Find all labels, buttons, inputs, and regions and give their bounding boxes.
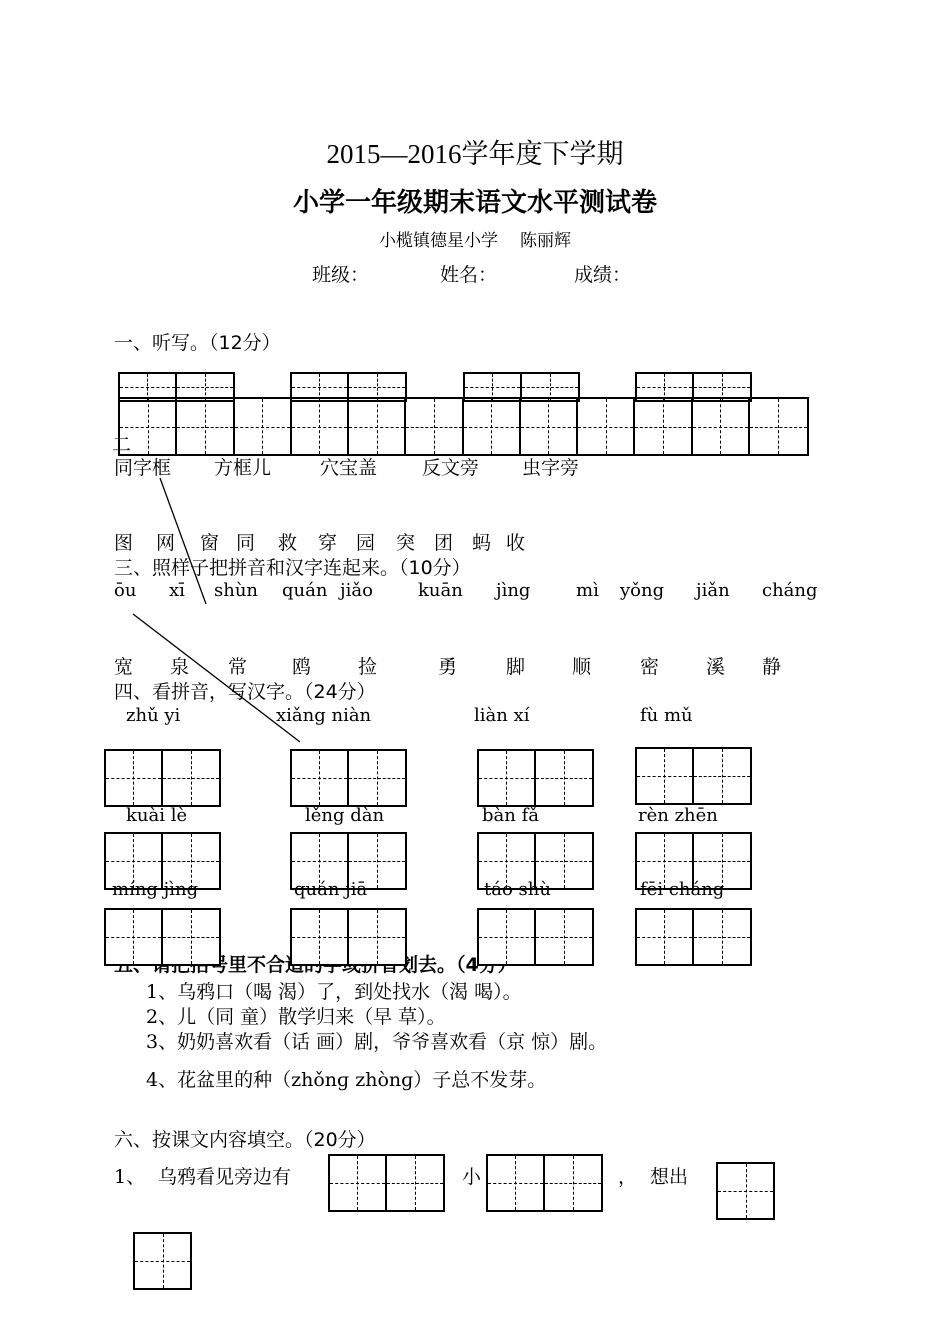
s4-pinyin-r3-2: quán jiā <box>294 879 368 900</box>
hanzi-2: 泉 <box>170 656 190 678</box>
section2-heading-partial: 二 <box>112 434 132 456</box>
pinyin-2: xī <box>169 580 185 601</box>
char-8: 突 <box>396 532 416 554</box>
char-6: 穿 <box>318 532 338 554</box>
s4-pinyin-r2-3: bàn fǎ <box>482 805 539 826</box>
s4-pinyin-r3-1: míng jìng <box>112 879 199 900</box>
s5-item-4: 4、花盆里的种（zhǒnɡ zhònɡ）子总不发芽。 <box>146 1069 547 1091</box>
char-5: 救 <box>278 532 298 554</box>
hanzi-8: 顺 <box>572 656 592 678</box>
hanzi-5: 捡 <box>358 656 378 678</box>
hanzi-7: 脚 <box>506 656 526 678</box>
char-9: 团 <box>434 532 454 554</box>
s6-q1-text-1: 乌鸦看见旁边有 <box>158 1166 292 1188</box>
s6-q1-text-2: 小 <box>462 1166 482 1188</box>
char-7: 园 <box>356 532 376 554</box>
hanzi-6: 勇 <box>438 656 458 678</box>
s4-pinyin-r1-2: xiǎng niàn <box>276 705 372 726</box>
char-2: 网 <box>156 532 176 554</box>
pinyin-9: yǒng <box>620 580 665 601</box>
section3-title: 三、照样子把拼音和汉字连起来。（10分） <box>114 557 471 579</box>
char-4: 同 <box>236 532 256 554</box>
s4-pinyin-r1-1: zhǔ yi <box>126 705 181 726</box>
section4-title: 四、看拼音，写汉字。（24分） <box>114 681 376 703</box>
char-1: 图 <box>114 532 134 554</box>
example-line-radical <box>160 478 206 604</box>
example-line-pinyin <box>133 614 300 742</box>
s4-pinyin-r2-4: rèn zhēn <box>638 805 718 826</box>
pinyin-6: kuān <box>418 580 463 601</box>
hanzi-1: 宽 <box>114 656 134 678</box>
radical-2: 方框儿 <box>214 457 272 479</box>
s4-pinyin-r2-1: kuài lè <box>126 805 188 826</box>
pinyin-11: cháng <box>762 580 818 601</box>
char-10: 蚂 <box>472 532 492 554</box>
pinyin-7: jìng <box>496 580 531 601</box>
char-3: 窗 <box>200 532 220 554</box>
hanzi-4: 鸥 <box>292 656 312 678</box>
pinyin-1: ōu <box>114 580 137 601</box>
char-11: 收 <box>506 532 526 554</box>
pinyin-8: mì <box>576 580 599 601</box>
s5-item-3: 3、奶奶喜欢看（话 画）剧，爷爷喜欢看（京 惊）剧。 <box>146 1031 608 1053</box>
radical-4: 反文旁 <box>422 457 480 479</box>
hanzi-11: 静 <box>762 656 782 678</box>
hanzi-10: 溪 <box>706 656 726 678</box>
pinyin-3: shùn <box>214 580 259 601</box>
name-label: 姓名： <box>440 264 498 286</box>
s6-q1-text-3: ， <box>618 1166 638 1188</box>
exam-title: 小学一年级期末语文水平测试卷 <box>292 188 657 218</box>
radical-3: 穴宝盖 <box>320 457 378 479</box>
class-label: 班级： <box>312 264 370 286</box>
school-name: 小榄镇德星小学 <box>379 231 498 251</box>
radical-1: 同字框 <box>114 457 172 479</box>
s4-pinyin-r2-2: lěng dàn <box>305 805 385 826</box>
s4-pinyin-r3-4: fēi cháng <box>640 879 725 900</box>
hanzi-9: 密 <box>640 656 660 678</box>
teacher-name: 陈丽辉 <box>520 231 571 251</box>
score-label: 成绩： <box>574 264 632 286</box>
year-title: 2015—2016学年度下学期 <box>326 139 624 169</box>
s4-pinyin-r3-3: táo shù <box>484 879 551 900</box>
s5-item-1: 1、乌鸦口（喝 渴）了，到处找水（渴 喝）。 <box>146 981 522 1003</box>
pinyin-4: quán <box>282 580 328 601</box>
s6-q1-number: 1、 <box>114 1166 146 1188</box>
s4-pinyin-r1-4: fù mǔ <box>640 705 693 726</box>
pinyin-5: jiǎo <box>340 580 373 601</box>
pinyin-10: jiǎn <box>696 580 730 601</box>
s5-item-2: 2、儿（同 童）散学归来（早 草）。 <box>146 1006 446 1028</box>
section6-title: 六、按课文内容填空。（20分） <box>114 1129 376 1151</box>
s6-q1-text-4: 想出 <box>650 1166 689 1188</box>
section1-title: 一、听写。（12分） <box>114 332 281 354</box>
s4-pinyin-r1-3: liàn xí <box>474 705 530 726</box>
hanzi-3: 常 <box>228 656 248 678</box>
radical-5: 虫字旁 <box>522 457 580 479</box>
